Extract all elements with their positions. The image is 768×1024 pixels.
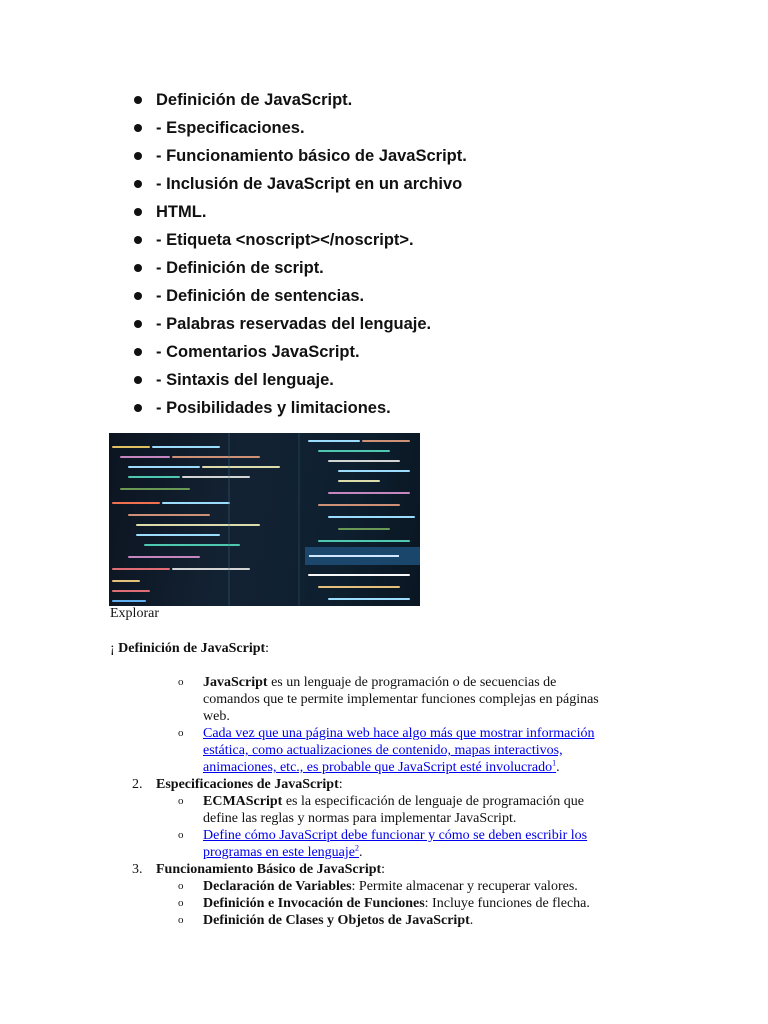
bullet-icon	[134, 292, 142, 300]
text: es la especificación de lenguaje de programación que	[282, 794, 584, 809]
list-item	[178, 725, 648, 776]
bullet-icon	[134, 124, 142, 132]
circle-bullet-icon: o	[178, 829, 184, 841]
text: : Incluye funciones de flecha.	[424, 896, 590, 911]
bullet-icon	[134, 236, 142, 244]
list-item	[178, 827, 648, 861]
section-heading	[132, 776, 343, 793]
topic-item	[130, 228, 467, 256]
footnote-ref[interactable]: 2	[355, 843, 359, 853]
text: comandos que te permite implementar funciones complejas en páginas	[203, 692, 599, 707]
topic-item	[130, 172, 467, 200]
heading-suffix: :	[265, 641, 270, 656]
code-screenshot-image	[109, 433, 420, 606]
bullet-icon	[134, 404, 142, 412]
bullet-icon	[134, 320, 142, 328]
topic-text: - Sintaxis del lenguaje.	[156, 371, 334, 389]
text: : Permite almacenar y recuperar valores.	[351, 879, 578, 894]
bullet-icon	[134, 348, 142, 356]
section-heading	[110, 640, 269, 657]
link-text[interactable]: Define cómo JavaScript debe funcionar y cómo se deben escribir los	[203, 828, 588, 843]
bullet-icon	[134, 180, 142, 188]
bullet-icon	[134, 96, 142, 104]
topic-item	[130, 116, 467, 144]
heading-suffix: :	[338, 777, 343, 792]
bullet-icon	[134, 208, 142, 216]
heading-suffix: :	[381, 862, 386, 877]
topic-item	[130, 368, 467, 396]
term: ECMAScript	[203, 794, 283, 809]
topic-item	[130, 312, 467, 340]
topic-item	[130, 88, 467, 116]
circle-bullet-icon: o	[178, 795, 184, 807]
link-text[interactable]: programas en este lenguaje	[203, 845, 355, 860]
topic-text: HTML.	[156, 203, 207, 221]
list-item	[178, 895, 648, 912]
list-number: 2.	[132, 777, 143, 792]
topic-item	[130, 256, 467, 284]
term: Definición de Clases y Objetos de JavaScript	[203, 913, 470, 928]
topic-text: - Definición de sentencias.	[156, 287, 365, 305]
heading-title: Especificaciones de JavaScript	[156, 777, 339, 792]
list-item	[178, 793, 648, 827]
topic-item	[130, 284, 467, 312]
heading-title: Funcionamiento Básico de JavaScript	[156, 862, 382, 877]
circle-bullet-icon: o	[178, 914, 184, 926]
section3-list	[178, 878, 648, 929]
topic-item	[130, 396, 467, 424]
section2-list	[178, 793, 648, 861]
reference-link[interactable]	[203, 726, 594, 775]
topic-item	[130, 144, 467, 172]
topic-text: - Palabras reservadas del lenguaje.	[156, 315, 432, 333]
circle-bullet-icon: o	[178, 727, 184, 739]
topic-text: - Posibilidades y limitaciones.	[156, 399, 391, 417]
heading-prefix: ¡	[110, 641, 119, 656]
section-heading	[132, 861, 385, 878]
term: Definición e Invocación de Funciones	[203, 896, 425, 911]
text: .	[556, 760, 560, 775]
topic-text: - Comentarios JavaScript.	[156, 343, 360, 361]
topic-text: - Especificaciones.	[156, 119, 305, 137]
topic-text: Definición de JavaScript.	[156, 91, 353, 109]
text: .	[359, 845, 363, 860]
heading-title: Definición de JavaScript	[118, 641, 266, 656]
text: web.	[203, 709, 230, 724]
text: es un lenguaje de programación o de secuencias de	[267, 675, 557, 690]
link-text[interactable]: animaciones, etc., es probable que JavaScript esté involucrado	[203, 760, 553, 775]
topic-text: - Funcionamiento básico de JavaScript.	[156, 147, 467, 165]
list-item	[178, 878, 648, 895]
circle-bullet-icon: o	[178, 880, 184, 892]
bullet-icon	[134, 152, 142, 160]
topics-list	[130, 88, 467, 424]
circle-bullet-icon: o	[178, 676, 184, 688]
topic-text: - Definición de script.	[156, 259, 324, 277]
section1-list	[178, 674, 648, 776]
term: Declaración de Variables	[203, 879, 352, 894]
bullet-icon	[134, 264, 142, 272]
list-number: 3.	[132, 862, 143, 877]
topic-item	[130, 200, 467, 228]
list-item	[178, 674, 648, 725]
term: JavaScript	[203, 675, 268, 690]
footnote-ref[interactable]: 1	[552, 758, 557, 768]
topic-text: - Etiqueta <noscript></noscript>.	[156, 231, 414, 249]
circle-bullet-icon: o	[178, 897, 184, 909]
topic-item	[130, 340, 467, 368]
code-lines-graphic	[109, 433, 420, 606]
reference-link[interactable]	[203, 828, 587, 860]
link-text[interactable]: estática, como actualizaciones de contenido, mapas interactivos,	[203, 743, 563, 758]
link-text[interactable]: Cada vez que una página web hace algo más que mostrar información	[203, 726, 595, 741]
image-caption: Explorar	[110, 606, 159, 621]
bullet-icon	[134, 376, 142, 384]
text: define las reglas y normas para implementar JavaScript.	[203, 811, 517, 826]
text: .	[469, 913, 474, 928]
list-item	[178, 912, 648, 929]
topic-text: - Inclusión de JavaScript en un archivo	[156, 175, 463, 193]
